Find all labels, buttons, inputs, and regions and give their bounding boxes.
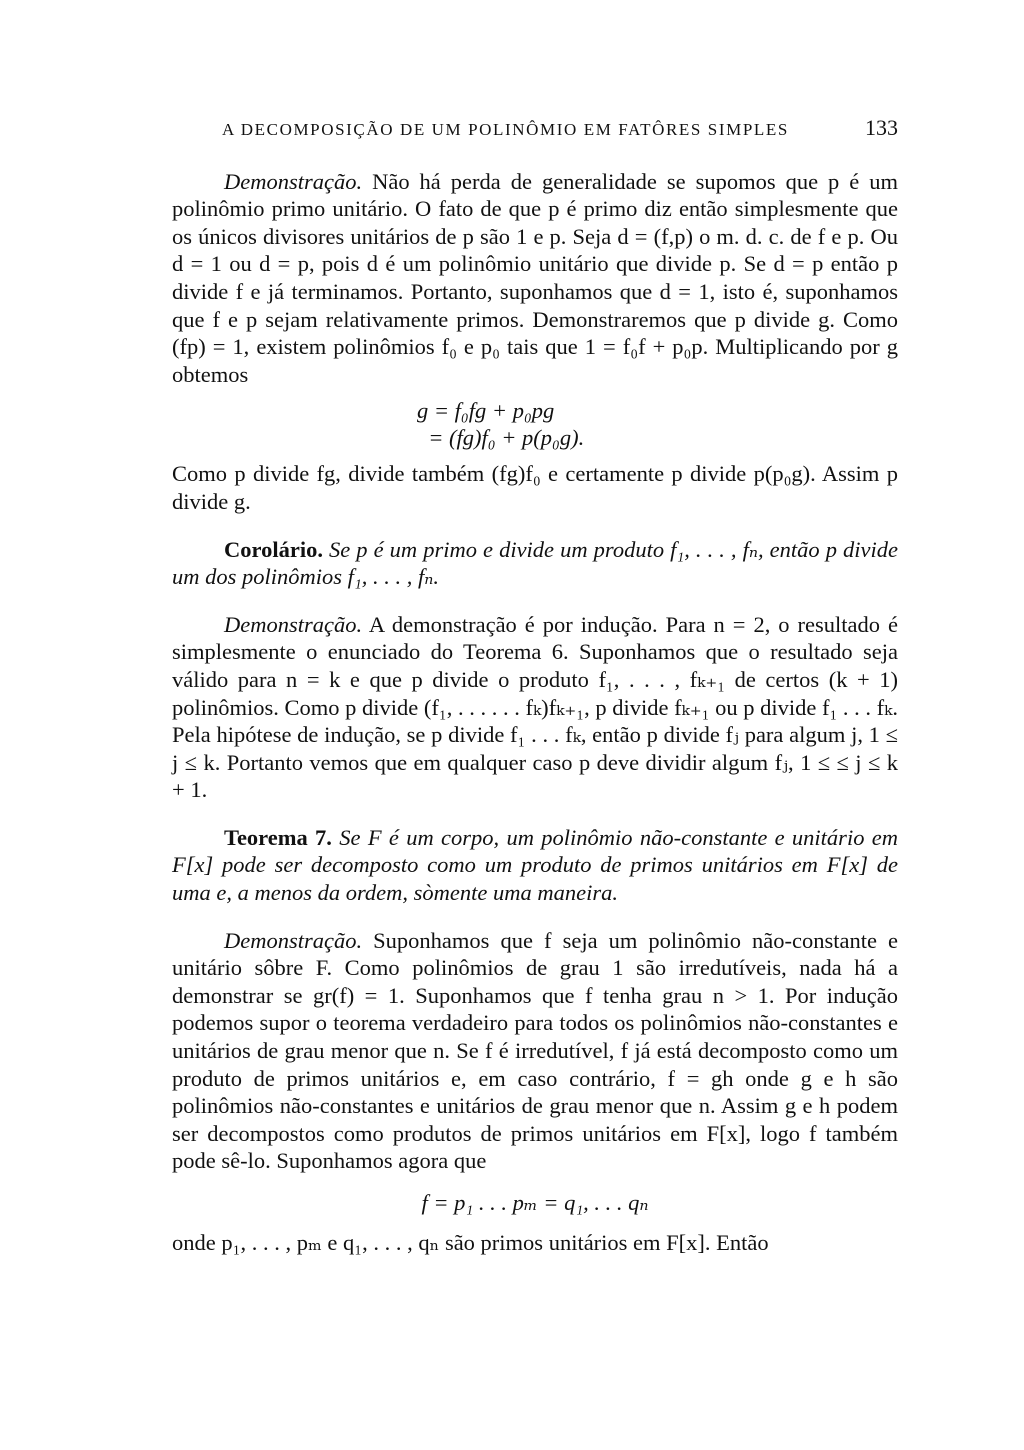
display-equation-1: [417, 397, 898, 451]
proof-text: Não há perda de generalidade se supomos que p é um polinômio primo unitário. O fato de que p é primo diz então simplesmente que os únicos divisores unitários de p são 1 e p. Seja d = (f,p) o m. d. c. de f e p. Ou d = 1 ou d = p, pois d é um polinômio unitário que divide p. Se d = p então p divide f e já terminamos. Portanto, suponhamos que d = 1, isto é, suponhamos que f e p sejam relativamente primos. Demonstraremos que p divide g. Como (fp) = 1, existem polinômios f₀ e p₀ tais que 1 = f₀f + p₀p. Multiplicando por g obtemos: [172, 168, 898, 387]
proof-paragraph-1-continued: Como p divide fg, divide também (fg)f₀ e certamente p divide p(p₀g). Assim p divide g.: [172, 461, 898, 514]
display-equation-2: f = p₁ . . . pₘ = q₁, . . . qₙ: [421, 1190, 649, 1215]
corollary-paragraph: [172, 536, 898, 591]
equation-line: = (fg)f₀ + p(p₀g).: [417, 425, 585, 451]
equation-line: g = f₀fg + p₀pg: [417, 398, 555, 424]
proof-label: Demonstração.: [224, 168, 363, 194]
theorem-paragraph: [172, 824, 898, 907]
page-number: 133: [865, 115, 898, 140]
theorem-label: Teorema 7.: [224, 824, 332, 850]
proof-paragraph-3-continued: onde p₁, . . . , pₘ e q₁, . . . , qₙ são primos unitários em F[x]. Então: [172, 1229, 769, 1255]
proof-paragraph-1: [172, 168, 898, 389]
proof-text: A demonstração é por indução. Para n = 2, o resultado é simplesmente o enunciado do Teorema 6. Suponhamos que o resultado seja válido para n = k e que p divide o produto f₁, . . . , fₖ₊₁ de certos (k + 1) polinômios. Como p divide (f₁, . . . . . . fₖ)fₖ₊₁, p divide fₖ₊₁ ou p divide f₁ . . . fₖ. Pela hipótese de indução, se p divide f₁ . . . fₖ, então p divide fⱼ para algum j, 1 ≤ j ≤ k. Portanto vemos que em qualquer caso p deve dividir algum fⱼ, 1 ≤ ≤ j ≤ k + 1.: [172, 611, 899, 803]
book-page: [172, 114, 898, 1256]
proof-label: Demonstração.: [224, 611, 363, 637]
running-header: [222, 114, 898, 144]
chapter-title: A DECOMPOSIÇÃO DE UM POLINÔMIO EM FATÔRES SIMPLES: [222, 120, 789, 139]
proof-paragraph-2: [172, 611, 898, 804]
proof-text: Suponhamos que f seja um polinômio não-constante e unitário sôbre F. Como polinômios de grau 1 são irredutíveis, nada há a demonstrar se gr(f) = 1. Suponhamos que f tenha grau n > 1. Por indução podemos supor o teorema verdadeiro para todos os polinômios não-constantes e unitários de grau menor que n. Se f é irredutível, f já está decomposto como um produto de primos unitários e, em caso contrário, f = gh onde g e h são polinômios não-constantes e unitários de grau menor que n. Assim g e h podem ser decompostos como produtos de primos unitários em F[x], logo f também pode sê-lo. Suponhamos agora que: [172, 927, 898, 1174]
proof-label: Demonstração.: [224, 927, 363, 953]
corollary-text: Se p é um primo e divide um produto f₁, . . . , fₙ, então p divide um dos polinômios f₁, . . . , fₙ.: [172, 536, 898, 590]
theorem-text: Se F é um corpo, um polinômio não-constante e unitário em F[x] pode ser decomposto como um produto de primos unitários em F[x] de uma e, a menos da ordem, sòmente uma maneira.: [172, 824, 898, 906]
proof-paragraph-3: [172, 927, 898, 1175]
corollary-label: Corolário.: [224, 536, 323, 562]
